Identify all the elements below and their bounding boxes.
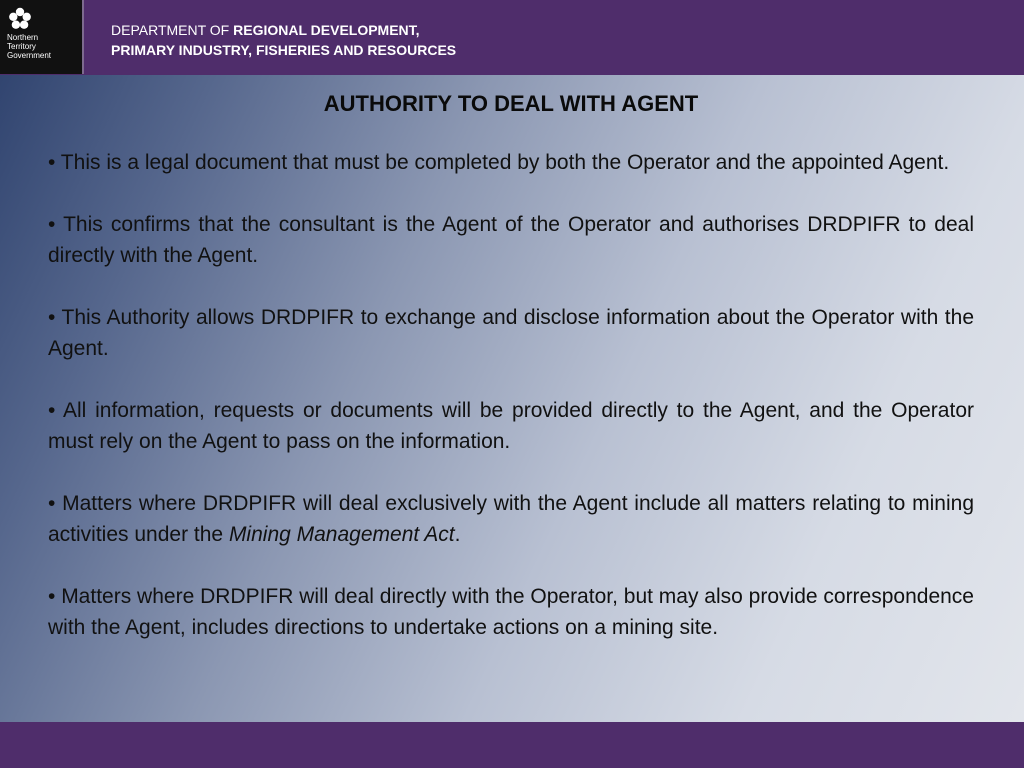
department-line-1	[111, 20, 456, 40]
slide-title: AUTHORITY TO DEAL WITH AGENT	[323, 91, 699, 116]
logo-text-line: Territory	[7, 42, 36, 51]
bullet-paragraph: • All information, requests or documents will be provided directly to the Agent, and the Operator must rely on the Agent to pass on the information.	[48, 399, 974, 453]
nt-government-logo	[0, 0, 84, 74]
slide-content	[48, 90, 974, 674]
department-line-1-bold: REGIONAL DEVELOPMENT,	[233, 22, 420, 38]
act-name: Mining Management Act	[228, 523, 455, 546]
bullet-text: • Matters where DRDPIFR will deal exclusively with the Agent include all matters relating to mining activities under the	[48, 492, 974, 546]
department-name	[111, 20, 456, 60]
bullet-paragraph: • This is a legal document that must be completed by both the Operator and the appointed Agent.	[48, 151, 950, 174]
flower-emblem-icon	[7, 6, 33, 32]
logo-text-line: Northern	[7, 33, 39, 42]
department-line-2-bold: PRIMARY INDUSTRY, FISHERIES AND RESOURCES	[111, 42, 457, 58]
logo-text	[7, 33, 51, 60]
header-bar	[0, 0, 1024, 75]
department-prefix: DEPARTMENT OF	[111, 22, 234, 38]
department-line-2	[111, 40, 456, 60]
bullet-paragraph: • This confirms that the consultant is the Agent of the Operator and authorises DRDPIFR to deal directly with the Agent.	[48, 213, 974, 267]
footer-bar	[0, 722, 1024, 768]
logo-text-line: Government	[7, 51, 52, 60]
bullet-text-end: .	[454, 523, 461, 546]
bullet-paragraph: • Matters where DRDPIFR will deal directly with the Operator, but may also provide correspondence with the Agent, includes directions to undertake actions on a mining site.	[48, 585, 974, 639]
bullet-paragraph	[48, 488, 974, 550]
bullet-paragraph: • This Authority allows DRDPIFR to exchange and disclose information about the Operator with the Agent.	[48, 306, 974, 360]
